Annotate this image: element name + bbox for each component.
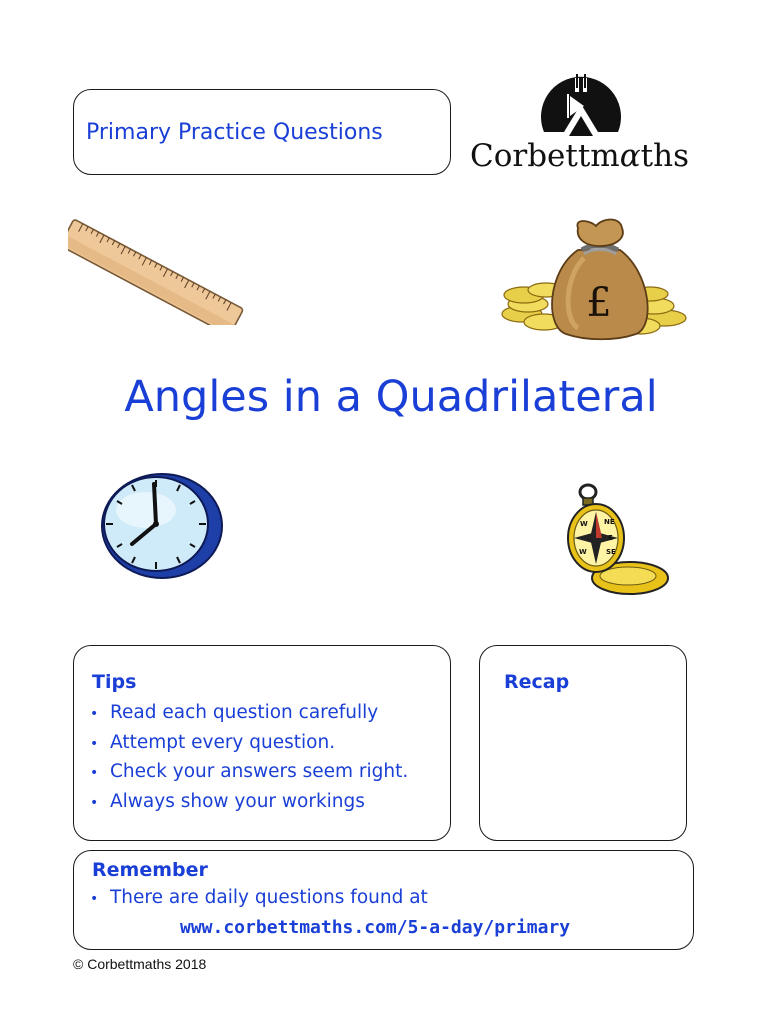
corbettmaths-logo (470, 74, 690, 184)
logo-emblem-icon (470, 74, 690, 144)
page-title: Angles in a Quadrilateral (124, 372, 658, 422)
copyright-text: © Corbettmaths 2018 (73, 956, 207, 972)
list-item: • Always show your workings (90, 790, 365, 812)
tips-box (73, 645, 451, 841)
remember-text: • There are daily questions found at (90, 887, 428, 908)
pound-symbol: £ (586, 280, 612, 326)
list-item: • Check your answers seem right. (90, 761, 409, 782)
tips-list (90, 698, 408, 816)
list-item: • Attempt every question. (90, 731, 336, 753)
compass-icon (562, 482, 672, 602)
money-bag-icon (498, 214, 694, 346)
header-title: Primary Practice Questions (86, 120, 383, 145)
clock-icon (96, 470, 224, 580)
svg-text:E: E (608, 534, 613, 542)
logo-text: Corbettmαths (470, 138, 689, 174)
recap-box (479, 645, 687, 841)
tips-heading: Tips (92, 671, 137, 693)
svg-text:SE: SE (606, 548, 616, 556)
website-link[interactable]: www.corbettmaths.com/5-a-day/primary (180, 917, 571, 938)
recap-heading: Recap (504, 671, 570, 693)
svg-text:NE: NE (604, 518, 615, 526)
list-item: • Read each question carefully (90, 702, 379, 723)
ruler-icon (68, 205, 258, 325)
remember-box (73, 850, 694, 950)
header-box (73, 89, 451, 175)
svg-text:W: W (579, 548, 587, 556)
svg-text:W: W (580, 520, 588, 528)
remember-heading: Remember (92, 859, 208, 881)
